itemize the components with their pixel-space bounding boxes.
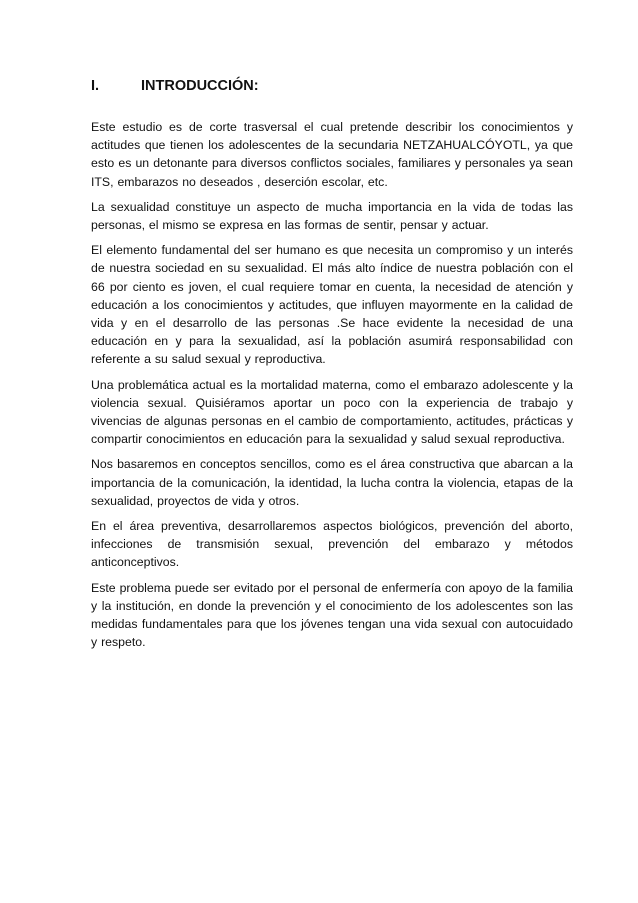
paragraph-6: En el área preventiva, desarrollaremos aspectos biológicos, prevención del aborto, infecciones de transmisión sexual, prevención del embarazo y métodos anticonceptivos.	[91, 519, 573, 570]
document-page	[91, 78, 573, 658]
section-title: INTRODUCCIÓN:	[141, 78, 259, 94]
paragraph-3: El elemento fundamental del ser humano es que necesita un compromiso y un interés de nuestra sociedad en su sexualidad. El más alto índice de nuestra población con el 66 por ciento es joven, el cual requiere tomar en cuenta, la necesidad de atención y educación a los conocimientos y actitudes, que influyen mayormente en la calidad de vida y en el desarrollo de las personas .Se hace evidente la necesidad de una educación en y para la sexualidad, así la población asumirá responsabilidad con referente a su salud sexual y reproductiva.	[91, 243, 573, 367]
section-number: I.	[91, 78, 100, 94]
paragraph-7: Este problema puede ser evitado por el personal de enfermería con apoyo de la familia y la institución, en donde la prevención y el conocimiento de los adolescentes son las medidas fundamentales para que los jóvenes tengan una vida sexual con autocuidado y respeto.	[91, 580, 573, 650]
paragraph-1: Este estudio es de corte trasversal el cual pretende describir los conocimientos y actitudes que tienen los adolescentes de la secundaria NETZAHUALCÓYOTL, ya que esto es un detonante para diversos conflictos sociales, familiares y personales ya sean ITS, embarazos no deseados , deserción escolar, etc.	[91, 120, 573, 189]
paragraph-4: Una problemática actual es la mortalidad materna, como el embarazo adolescente y la violencia sexual. Quisiéramos aportar un poco con la experiencia de trabajo y vivencias de algunas personas en el cambio de comportamiento, actitudes, prácticas y compartir conocimientos en educación para la sexualidad y salud sexual reproductiva.	[91, 377, 573, 447]
section-heading	[91, 78, 573, 94]
paragraph-5: Nos basaremos en conceptos sencillos, como es el área constructiva que abarcan a la importancia de la comunicación, la identidad, la lucha contra la violencia, etapas de la sexualidad, proyectos de vida y otros.	[91, 457, 573, 508]
paragraph-2: La sexualidad constituye un aspecto de mucha importancia en la vida de todas las personas, el mismo se expresa en las formas de sentir, pensar y actuar.	[91, 199, 573, 233]
